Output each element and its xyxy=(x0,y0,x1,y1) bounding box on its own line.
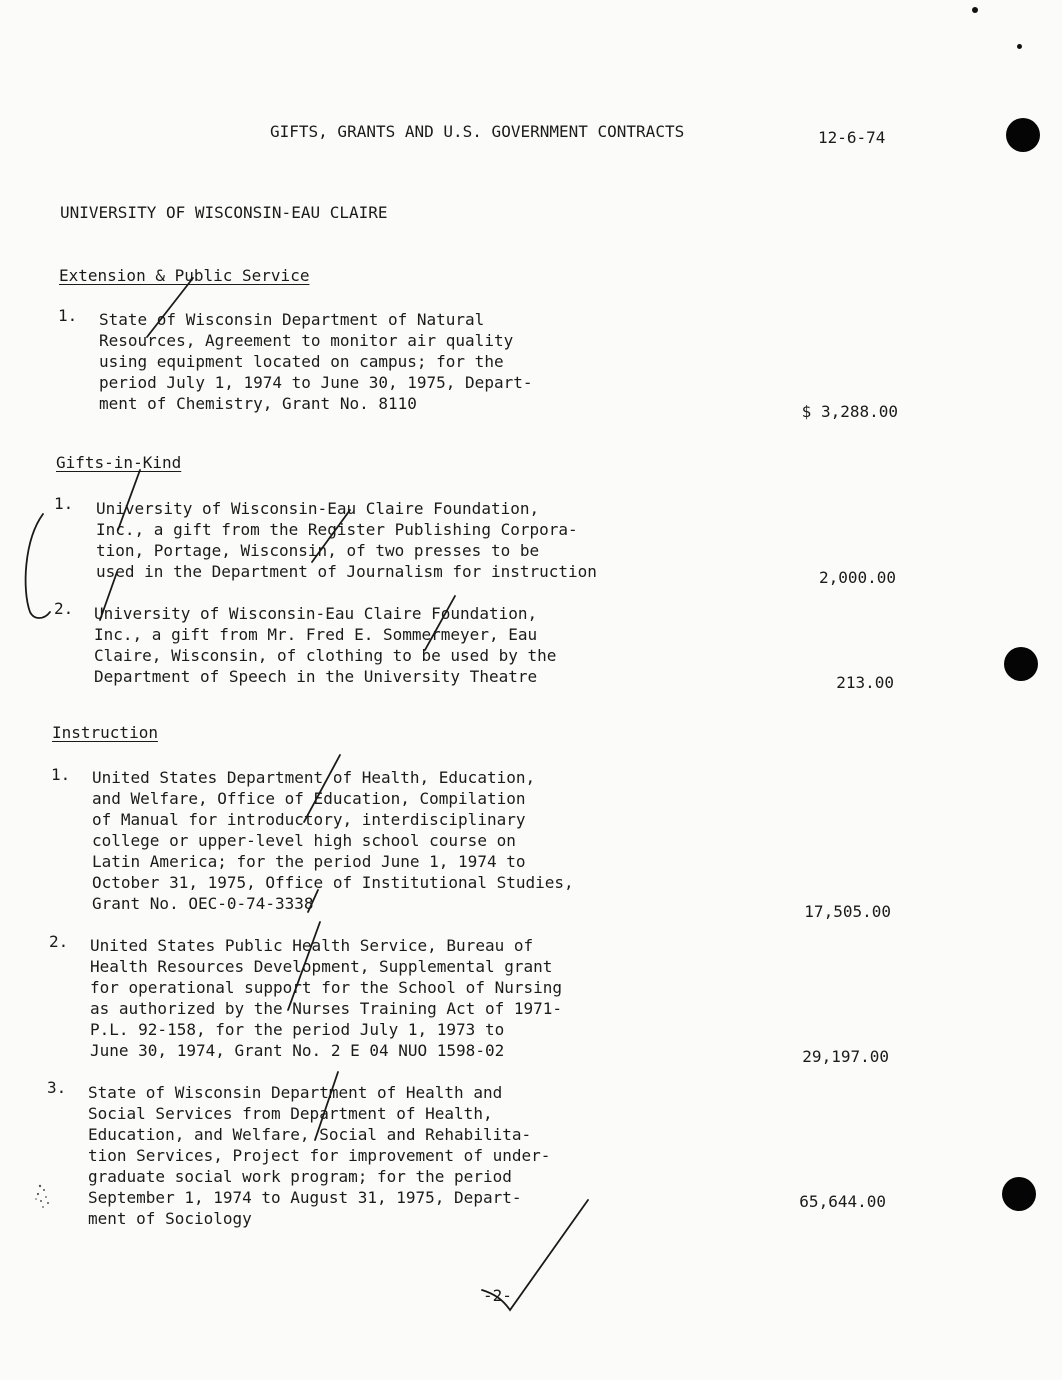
section-heading-instruction: Instruction xyxy=(52,723,158,742)
speck xyxy=(1017,44,1022,49)
item-number: 1. xyxy=(58,306,78,325)
item-line: United States Public Health Service, Bureau of xyxy=(90,936,534,955)
item-number: 2. xyxy=(54,599,74,618)
document-date: 12-6-74 xyxy=(818,128,886,147)
item-line: for operational support for the School of Nursing xyxy=(90,978,563,997)
item-description xyxy=(90,935,562,1061)
item-amount: 65,644.00 xyxy=(799,1192,886,1211)
punch-hole xyxy=(1006,118,1040,152)
item-line: University of Wisconsin-Eau Claire Foundation, xyxy=(94,604,538,623)
item-amount: 17,505.00 xyxy=(804,902,891,921)
item-line: graduate social work program; for the period xyxy=(88,1167,512,1186)
item-line: Inc., a gift from Mr. Fred E. Sommermeyer, Eau xyxy=(94,625,538,644)
item-line: as authorized by the Nurses Training Act of 1971- xyxy=(90,999,563,1018)
document-title: GIFTS, GRANTS AND U.S. GOVERNMENT CONTRACTS xyxy=(270,122,685,141)
punch-hole xyxy=(1002,1177,1036,1211)
page-number: -2- xyxy=(483,1286,512,1305)
item-number: 2. xyxy=(49,932,69,951)
item-line: September 1, 1974 to August 31, 1975, Depart- xyxy=(88,1188,522,1207)
item-amount: 213.00 xyxy=(836,673,894,692)
item-description xyxy=(99,309,532,414)
speckle-cluster xyxy=(35,1185,49,1208)
item-amount: $ 3,288.00 xyxy=(801,402,898,421)
item-line: college or upper-level high school course on xyxy=(92,831,516,850)
item-number: 1. xyxy=(51,765,71,784)
item-line: P.L. 92-158, for the period July 1, 1973 to xyxy=(90,1020,505,1039)
item-description xyxy=(88,1082,550,1229)
item-line: using equipment located on campus; for the xyxy=(99,352,504,371)
item-line: period July 1, 1974 to June 30, 1975, Depart- xyxy=(99,373,533,392)
item-line: June 30, 1974, Grant No. 2 E 04 NUO 1598-02 xyxy=(90,1041,505,1060)
item-line: Latin America; for the period June 1, 1974 to xyxy=(92,852,526,871)
item-description xyxy=(92,767,574,914)
item-line: tion Services, Project for improvement of under- xyxy=(88,1146,551,1165)
item-line: Inc., a gift from the Register Publishing Corpora- xyxy=(96,520,578,539)
item-line: Department of Speech in the University Theatre xyxy=(94,667,538,686)
item-line: and Welfare, Office of Education, Compilation xyxy=(92,789,526,808)
item-line: ment of Sociology xyxy=(88,1209,252,1228)
item-line: used in the Department of Journalism for instruction xyxy=(96,562,597,581)
item-line: Resources, Agreement to monitor air quality xyxy=(99,331,514,350)
institution-heading: UNIVERSITY OF WISCONSIN-EAU CLAIRE xyxy=(60,203,388,222)
item-line: tion, Portage, Wisconsin, of two presses to be xyxy=(96,541,540,560)
item-amount: 2,000.00 xyxy=(818,568,896,587)
item-line: October 31, 1975, Office of Institutional Studies, xyxy=(92,873,574,892)
section-heading-gifts-in-kind: Gifts-in-Kind xyxy=(56,453,182,472)
item-line: State of Wisconsin Department of Natural xyxy=(99,310,485,329)
item-line: Education, and Welfare, Social and Rehabilita- xyxy=(88,1125,532,1144)
item-line: Health Resources Development, Supplemental grant xyxy=(90,957,553,976)
item-line: University of Wisconsin-Eau Claire Foundation, xyxy=(96,499,540,518)
item-description xyxy=(94,603,556,687)
item-line: Social Services from Department of Health, xyxy=(88,1104,493,1123)
speck xyxy=(972,7,978,13)
item-line: ment of Chemistry, Grant No. 8110 xyxy=(99,394,417,413)
item-line: Grant No. OEC-0-74-3338 xyxy=(92,894,314,913)
section-heading-extension: Extension & Public Service xyxy=(59,266,310,285)
item-line: Claire, Wisconsin, of clothing to be used by the xyxy=(94,646,557,665)
item-line: United States Department of Health, Education, xyxy=(92,768,536,787)
item-number: 3. xyxy=(47,1078,67,1097)
item-amount: 29,197.00 xyxy=(802,1047,889,1066)
item-line: State of Wisconsin Department of Health and xyxy=(88,1083,503,1102)
item-description xyxy=(96,498,597,582)
punch-hole xyxy=(1004,647,1038,681)
bracket-mark xyxy=(26,514,50,618)
item-line: of Manual for introductory, interdisciplinary xyxy=(92,810,526,829)
item-number: 1. xyxy=(54,494,74,513)
